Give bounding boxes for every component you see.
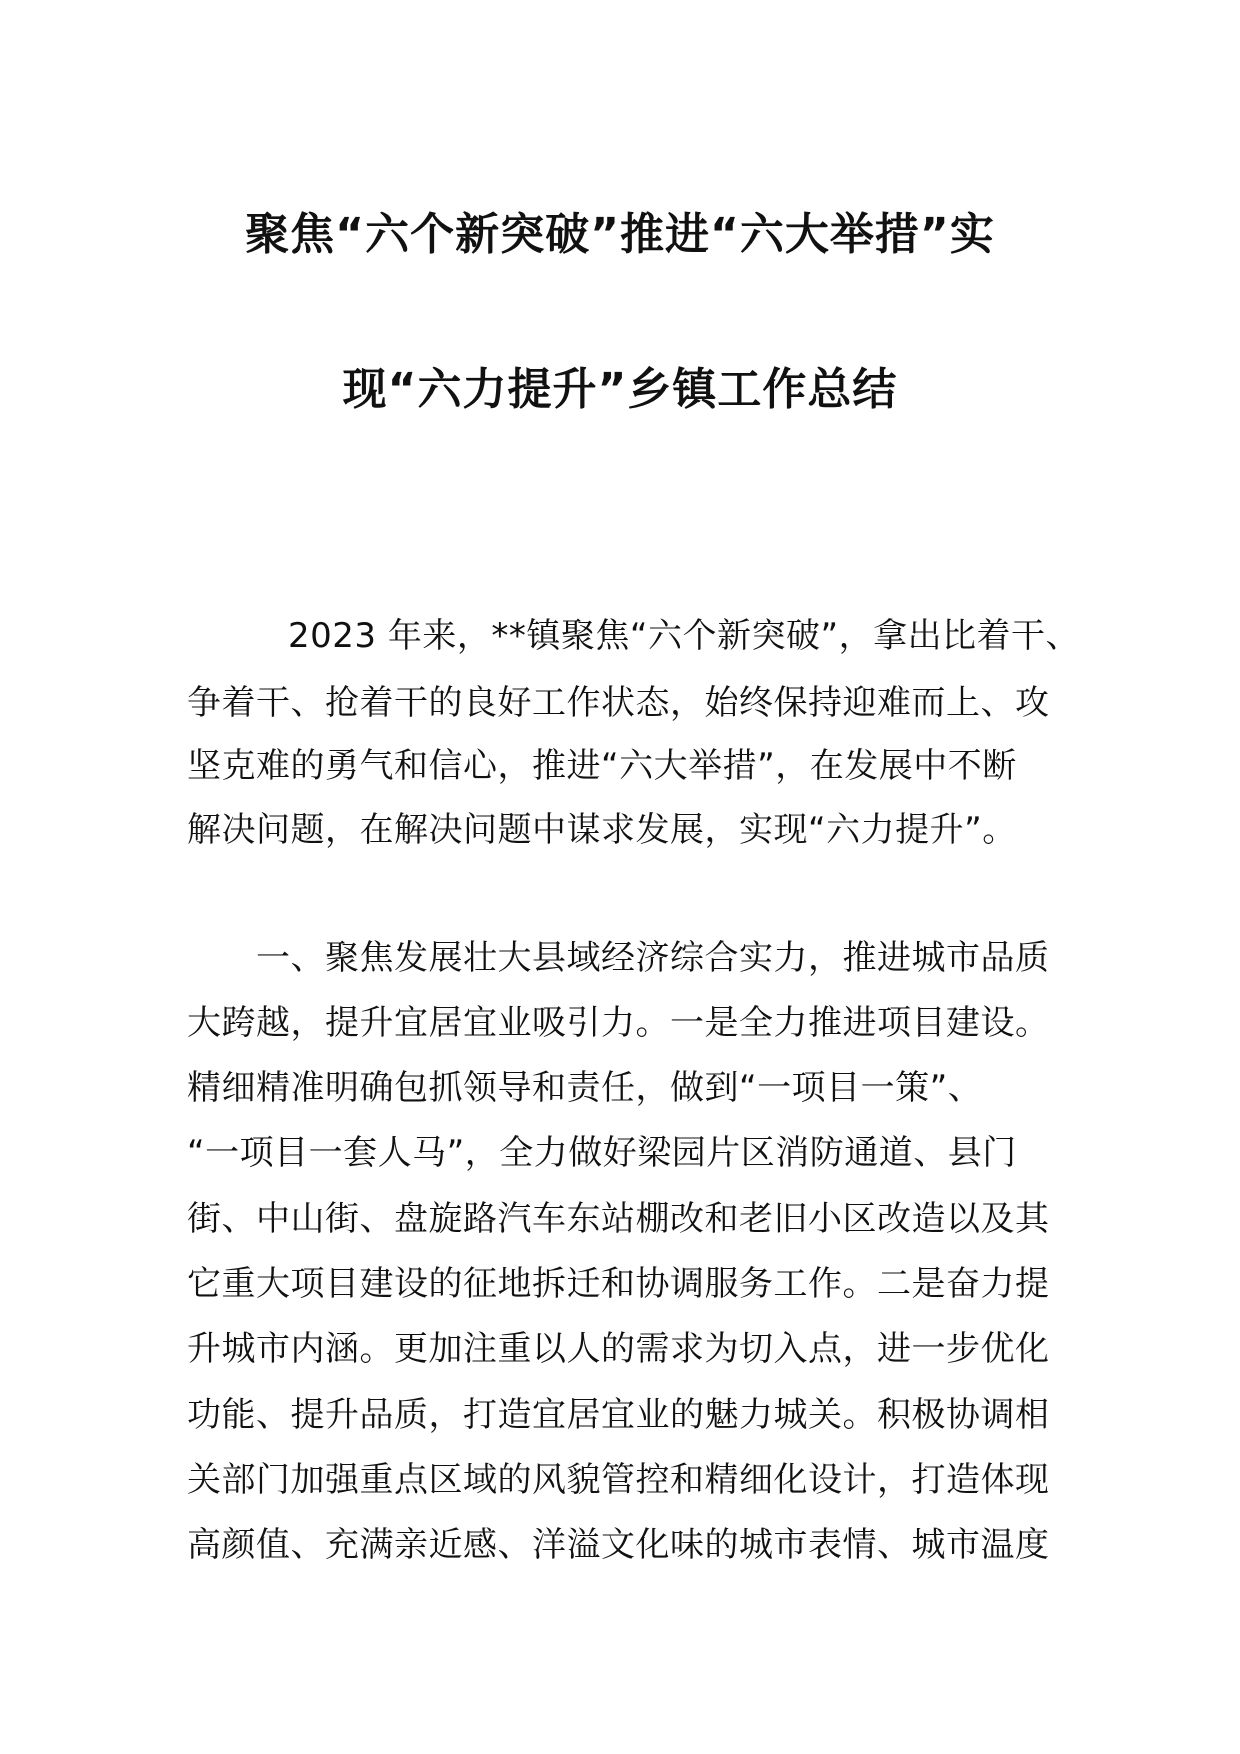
section1-line-9: 关部门加强重点区域的风貌管控和精细化设计，打造体现 (187, 1460, 1050, 1500)
intro-line-3: 坚克难的勇气和信心，推进“六大举措”，在发展中不断 (187, 746, 1017, 786)
section1-line-1: 一、聚焦发展壮大县域经济综合实力，推进城市品质 (256, 938, 1050, 978)
document-title-line-2: 现“六力提升”乡镇工作总结 (342, 364, 898, 415)
section1-line-7: 升城市内涵。更加注重以人的需求为切入点，进一步优化 (187, 1329, 1050, 1369)
section1-line-4: “一项目一套人马”，全力做好梁园片区消防通道、县门 (187, 1133, 1017, 1173)
section1-line-3: 精细精准明确包抓领导和责任，做到“一项目一策”、 (187, 1068, 983, 1108)
intro-line-2: 争着干、抢着干的良好工作状态，始终保持迎难而上、攻 (187, 683, 1050, 723)
section1-line-2: 大跨越，提升宜居宜业吸引力。一是全力推进项目建设。 (187, 1003, 1050, 1043)
intro-line-4: 解决问题，在解决问题中谋求发展，实现“六力提升”。 (187, 810, 1017, 850)
section1-line-5: 街、中山街、盘旋路汽车东站棚改和老旧小区改造以及其 (187, 1199, 1050, 1239)
document-title-line-1: 聚焦“六个新突破”推进“六大举措”实 (245, 209, 995, 260)
section1-line-8: 功能、提升品质，打造宜居宜业的魅力城关。积极协调相 (187, 1395, 1050, 1435)
section1-line-10: 高颜值、充满亲近感、洋溢文化味的城市表情、城市温度 (187, 1525, 1050, 1565)
intro-line-1: 2023 年来，**镇聚焦“六个新突破”，拿出比着干、 (288, 616, 1081, 656)
section1-line-6: 它重大项目建设的征地拆迁和协调服务工作。二是奋力提 (187, 1264, 1050, 1304)
